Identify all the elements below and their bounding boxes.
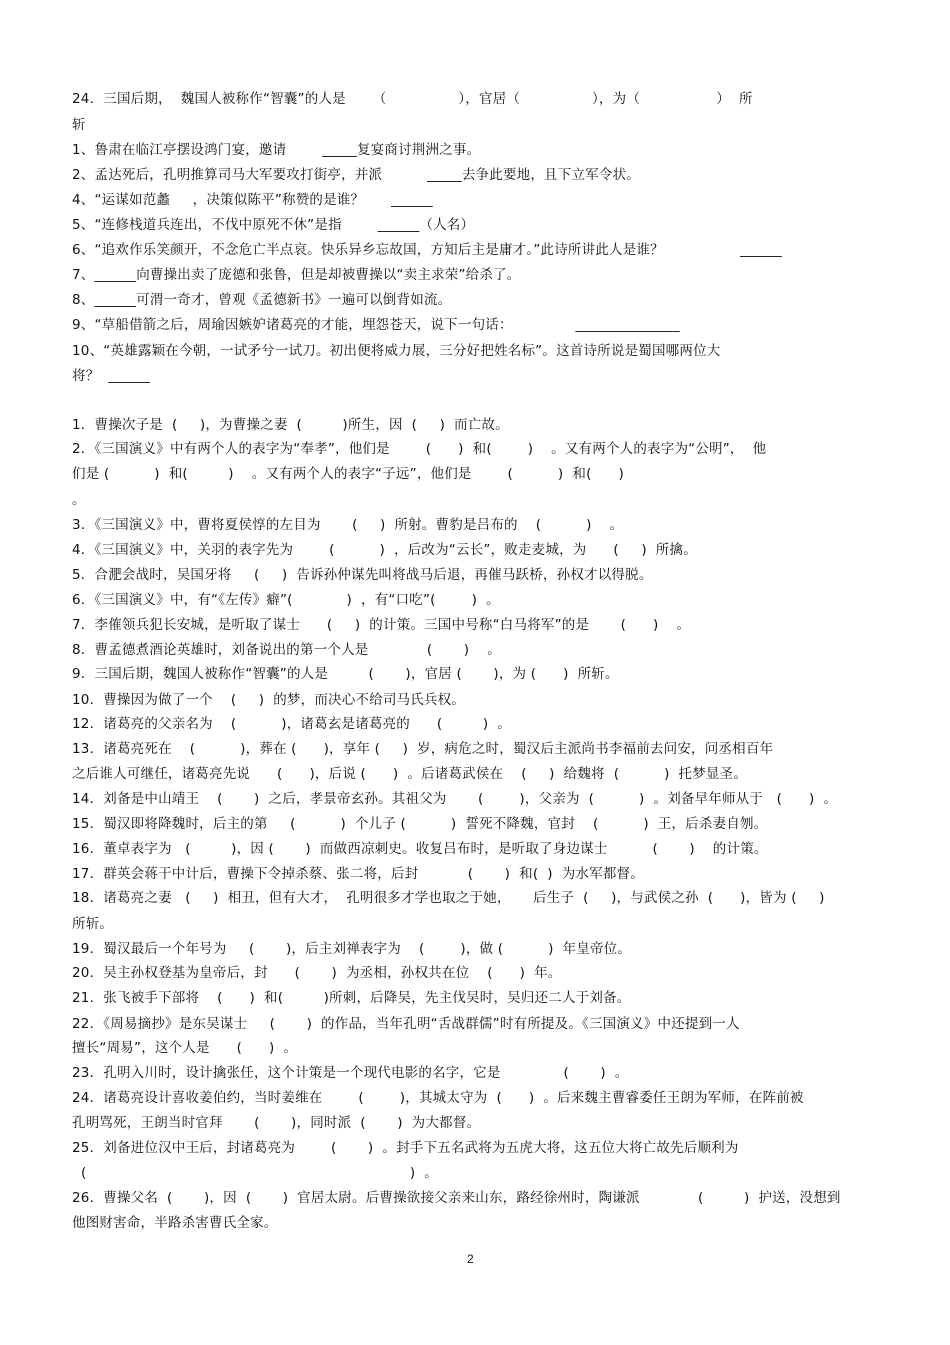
question-line: 12．诸葛亮的父亲名为 ( )，诸葛玄是诸葛亮的 ( ) 。 <box>72 716 511 732</box>
question-line: 19．蜀汉最后一个年号为 ( )，后主刘禅表字为 ( )，做 ( ) 年皇帝位。 <box>72 941 632 957</box>
question-line: 他图财害命，半路杀害曹氏全家。 <box>72 1215 278 1231</box>
question-line: 6、“追欢作乐笑颜开，不念危亡半点哀。快乐异乡忘故国，方知后主是庸才。”此诗所讲此人是谁？ ______ <box>72 242 782 258</box>
question-line: 斩 <box>72 117 86 133</box>
question-line: 1、鲁肃在临江亭摆设鸿门宴，邀请 _____复宴商讨荆洲之事。 <box>72 142 481 158</box>
question-line: 13．诸葛亮死在 ( )，葬在 ( )，享年 ( ) 岁，病危之时，蜀汉后主派尚书李福前去问安，问丞相百年 <box>72 741 774 757</box>
question-line: 。 <box>72 492 86 508</box>
question-line: 8．曹孟德煮酒论英雄时，刘备说出的第一个人是 ( ) 。 <box>72 642 501 658</box>
question-line: 们是 ( ) 和( ) 。又有两个人的表字“子远”，他们是 ( ) 和( ) <box>72 466 624 482</box>
question-line: 17．群英会蒋干中计后，曹操下令掉杀蔡、张二将，后封 ( ) 和( ) 为水军都督。 <box>72 866 644 882</box>
question-line: 4．《三国演义》中，关羽的表字先为 ( ) ，后改为“云长”，败走麦城，为 ( ) 所擒。 <box>72 542 697 558</box>
question-line: 6．《三国演义》中，有“《左传》癖”( ) ，有“口吃”( ) 。 <box>72 592 500 608</box>
question-line: 26．曹操父名 ( )，因 ( ) 官居太尉。后曹操欲接父亲来山东，路经徐州时，陶谦派 ( ) 护送，没想到 <box>72 1190 841 1206</box>
question-line: 24．诸葛亮设计喜收姜伯约，当时姜维在 ( )，其城太守为 ( ) 。后来魏主曹睿委任王朗为军师，在阵前被 <box>72 1090 804 1106</box>
question-line: 1．曹操次子是 ( )，为曹操之妻 ( )所生，因 ( ) 而亡故。 <box>72 417 509 433</box>
question-line: 5．合淝会战时，吴国牙将 ( ) 告诉孙仲谋先叫将战马后退，再催马跃桥，孙权才以得脱。 <box>72 567 653 583</box>
question-line: 7．李傕领兵犯长安城，是听取了谋士 ( ) 的计策。三国中号称“白马将军”的是 ( ) 。 <box>72 617 691 633</box>
question-line: 16．董卓表字为 ( )，因 ( ) 而做西凉刺史。收复吕布时，是听取了身边谋士 ( ) 的计策。 <box>72 841 768 857</box>
question-line: 25．刘备进位汉中王后，封诸葛亮为 ( ) 。封手下五名武将为五虎大将，这五位大将亡故先后顺利为 <box>72 1140 739 1156</box>
question-line: 10．曹操因为做了一个 ( ) 的梦，而决心不给司马氏兵权。 <box>72 692 466 708</box>
question-line: 4、“运谋如范蠡 ，决策似陈平”称赞的是谁？ ______ <box>72 192 433 208</box>
question-line: 15．蜀汉即将降魏时，后主的第 ( ) 个儿子 ( ) 誓死不降魏，官封 ( ) 王，后杀妻自刎。 <box>72 816 768 832</box>
question-line: 10、“英雄露颖在今朝，一试矛兮一试刀。初出便将威力展，三分好把姓名标”。这首诗所说是蜀国哪两位大 <box>72 343 721 359</box>
question-line: 7、______向曹操出卖了庞德和张鲁，但是却被曹操以“卖主求荣”给杀了。 <box>72 267 521 283</box>
question-line: 14．刘备是中山靖王 ( ) 之后，孝景帝玄孙。其祖父为 ( )，父亲为 ( ) 。刘备早年师从于 ( ) 。 <box>72 791 838 807</box>
question-line: 22．《周易摘抄》是东吴谋士 ( ) 的作品，当年孔明“舌战群儒”时有所提及。《三国演义》中还提到一人 <box>72 1016 740 1032</box>
question-line: 24．三国后期， 魏国人被称作“智囊”的人是 （ ），官居（ ），为（ ） 所 <box>72 91 753 107</box>
question-line: 9、“草船借箭之后，周瑜因嫉妒诸葛亮的才能，埋怨苍天，说下一句话： _______________ <box>72 317 680 333</box>
question-line: 将？ ______ <box>72 368 151 384</box>
page-number: 2 <box>467 1252 474 1266</box>
question-line: 3．《三国演义》中，曹将夏侯惇的左目为 ( ) 所射。曹豹是吕布的 ( ) 。 <box>72 517 624 533</box>
question-line: 9．三国后期，魏国人被称作“智囊”的人是 ( )，官居 ( )，为 ( ) 所斩。 <box>72 666 619 682</box>
question-line: 所斩。 <box>72 916 114 932</box>
question-line: 2、孟达死后，孔明推算司马大军要攻打街亭，并派 _____去争此要地，且下立军令状。 <box>72 167 640 183</box>
question-line: 21．张飞被手下部将 ( ) 和( )所刺，后降吴，先主伐吴时，吴归还二人于刘备。 <box>72 990 631 1006</box>
question-line: 23．孔明入川时，设计擒张任，这个计策是一个现代电影的名字，它是 ( ) 。 <box>72 1065 629 1081</box>
question-line: 8、______可渭一奇才，曾观《孟德新书》一遍可以倒背如流。 <box>72 292 452 308</box>
question-line: 之后谁人可继任，诸葛亮先说 ( )，后说 ( ) 。后诸葛武侯在 ( ) 给魏将 ( ) 托梦显圣。 <box>72 766 748 782</box>
question-line: 擅长“周易”，这个人是 ( ) 。 <box>72 1040 298 1056</box>
question-line: 18．诸葛亮之妻 ( ) 相丑，但有大才， 孔明很多才学也取之于她， 后生子 ( )，与武侯之孙 ( )，皆为 ( ) <box>72 890 825 906</box>
question-line: 孔明骂死，王朗当时官拜 ( )，同时派 ( ) 为大都督。 <box>72 1115 481 1131</box>
question-line: 2．《三国演义》中有两个人的表字为“奉孝”，他们是 ( ) 和( ) 。又有两个人的表字为“公明”， 他 <box>72 441 767 457</box>
question-line: 5、“连修栈道兵连出，不伐中原死不休”是指 ______（人名） <box>72 217 475 233</box>
question-line: 20．吴主孙权登基为皇帝后，封 ( ) 为丞相，孙权共在位 ( ) 年。 <box>72 965 562 981</box>
question-line: ( ) 。 <box>72 1165 438 1181</box>
